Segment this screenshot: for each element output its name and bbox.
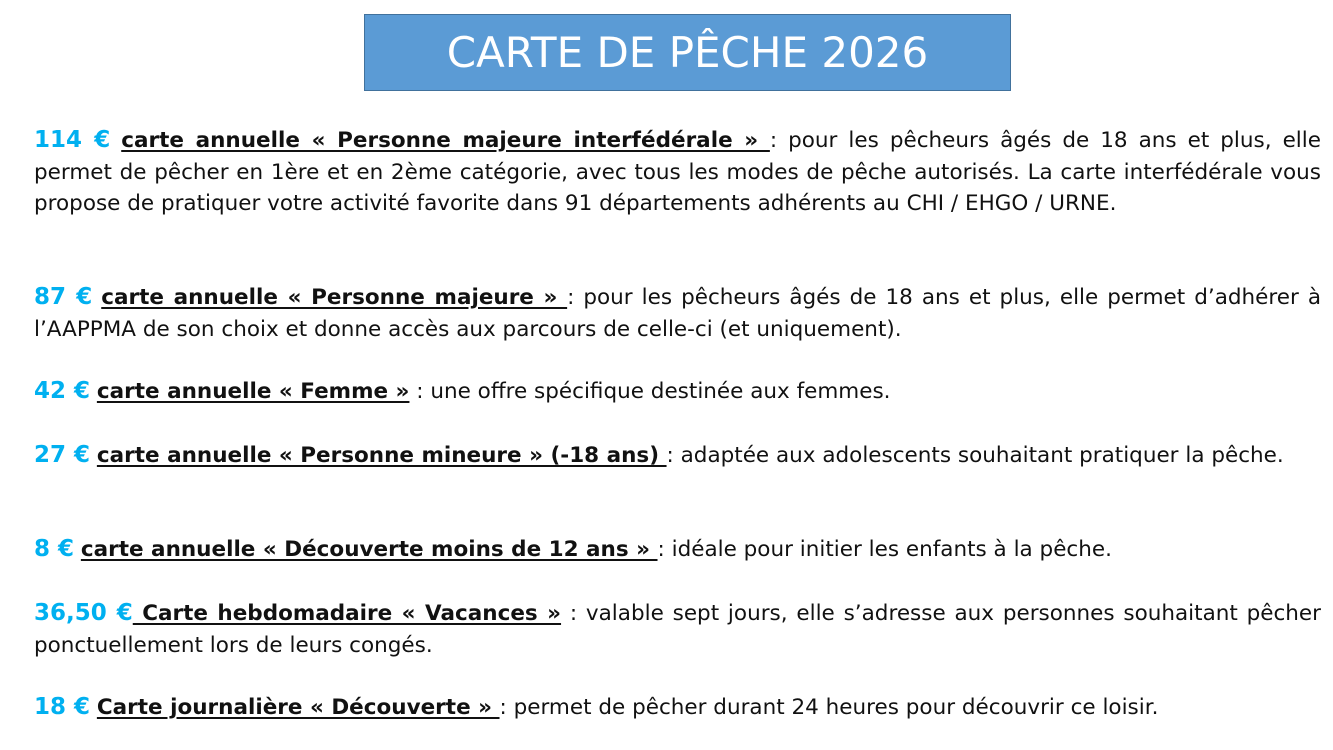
price-value: 87 € [34,284,93,310]
page-title: CARTE DE PÊCHE 2026 [446,27,929,77]
card-description: : adaptée aux adolescents souhaitant pratiquer la pêche. [666,443,1284,468]
card-label: carte annuelle « Femme » [96,379,410,404]
price-value: 27 € [34,442,91,468]
price-entry-journaliere [34,692,1321,724]
price-entry-femme [34,376,1321,408]
card-label: carte annuelle « Personne majeure » [101,285,568,310]
price-entry-vacances [34,598,1321,661]
price-value: 8 € [34,536,75,562]
card-description: : idéale pour initier les enfants à la pêche. [657,537,1112,562]
card-description: : permet de pêcher durant 24 heures pour découvrir ce loisir. [499,695,1159,720]
card-label: Carte hebdomadaire « Vacances » [132,601,562,626]
price-value: 18 € [34,694,91,720]
card-label: Carte journalière « Découverte » [96,695,500,720]
card-description: : valable sept jours, elle s’adresse aux personnes souhaitant pêcher ponctuellement lors de leurs congés. [34,601,1321,658]
card-description: : pour les pêcheurs âgés de 18 ans et plus, elle permet d’adhérer à l’AAPPMA de son choix et donne accès aux parcours de celle-ci (et uniquement). [34,285,1321,342]
price-entry-mineure [34,440,1321,472]
card-label: carte annuelle « Personne mineure » (-18 ans) [96,443,667,468]
price-entry-majeure [34,282,1321,345]
card-description: : une offre spécifique destinée aux femmes. [409,379,891,404]
price-entry-interfederale [34,125,1321,220]
price-value: 36,50 € [34,600,133,626]
price-value: 114 € [34,127,111,153]
price-entry-decouverte-12 [34,534,1321,566]
card-label: carte annuelle « Découverte moins de 12 ans » [80,537,658,562]
title-banner [364,14,1011,91]
price-value: 42 € [34,378,91,404]
card-label: carte annuelle « Personne majeure interfédérale » [121,128,770,153]
card-description: : pour les pêcheurs âgés de 18 ans et plus, elle permet de pêcher en 1ère et en 2ème catégorie, avec tous les modes de pêche autorisés. La carte interfédérale vous propose de pratiquer votre activité favorite dans 91 départements adhérents au CHI / EHGO / URNE. [34,128,1321,216]
